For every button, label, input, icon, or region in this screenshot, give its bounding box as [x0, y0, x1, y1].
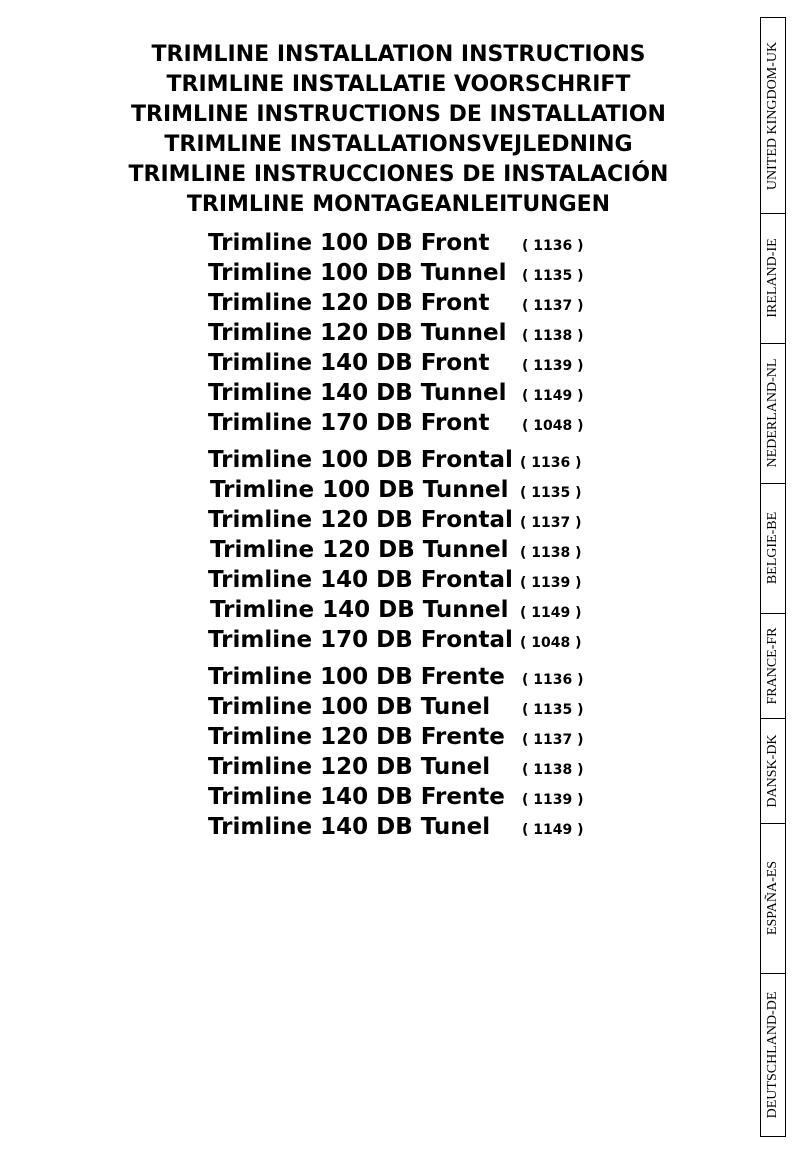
model-row [208, 812, 608, 842]
tab-divider [761, 343, 785, 344]
model-row [208, 228, 608, 258]
country-tab-label: FRANCE-FR [765, 626, 780, 705]
model-code: ( 1139 ) [522, 792, 584, 808]
model-row [208, 722, 608, 752]
model-row [208, 445, 608, 475]
model-name: Trimline 100 DB Tunnel [208, 260, 507, 286]
model-name: Trimline 120 DB Tunnel [208, 320, 507, 346]
model-row [208, 378, 608, 408]
title-line: TRIMLINE INSTRUCTIONS DE INSTALLATION [131, 102, 666, 127]
country-tab-label: DEUTSCHLAND-DE [765, 991, 780, 1118]
country-tab-label: IRELAND-IE [765, 238, 780, 318]
country-tab[interactable] [761, 718, 785, 823]
country-tab[interactable] [761, 483, 785, 613]
model-name: Trimline 100 DB Front [208, 230, 490, 256]
model-code: ( 1048 ) [522, 418, 584, 434]
country-tab-label: UNITED KINGDOM-UK [765, 41, 780, 190]
model-code: ( 1136 ) [522, 672, 584, 688]
model-name: Trimline 120 DB Tunnel [210, 537, 509, 563]
model-name: Trimline 170 DB Frontal [208, 627, 513, 653]
model-row [208, 565, 608, 595]
model-code: ( 1135 ) [520, 485, 582, 501]
model-code: ( 1137 ) [522, 298, 584, 314]
model-row [210, 535, 610, 565]
model-name: Trimline 140 DB Tunel [208, 814, 491, 840]
tab-divider [761, 483, 785, 484]
model-name: Trimline 100 DB Frente [208, 664, 505, 690]
model-code: ( 1149 ) [522, 822, 584, 838]
model-code: ( 1149 ) [522, 388, 584, 404]
model-row [208, 408, 608, 438]
country-tab[interactable] [761, 613, 785, 718]
model-code: ( 1136 ) [522, 238, 584, 254]
title-line: TRIMLINE INSTALLATIONSVEJLEDNING [164, 132, 633, 157]
model-row [208, 625, 608, 655]
model-row [208, 692, 608, 722]
country-tabs [760, 17, 786, 1137]
model-name: Trimline 120 DB Front [208, 290, 490, 316]
model-name: Trimline 140 DB Front [208, 350, 490, 376]
model-row [208, 752, 608, 782]
model-row [208, 258, 608, 288]
title-line: TRIMLINE MONTAGEANLEITUNGEN [186, 192, 611, 217]
model-name: Trimline 120 DB Tunel [208, 754, 491, 780]
model-code: ( 1149 ) [520, 605, 582, 621]
model-code: ( 1139 ) [522, 358, 584, 374]
country-tab[interactable] [761, 823, 785, 973]
country-tab[interactable] [761, 973, 785, 1136]
model-code: ( 1136 ) [520, 455, 582, 471]
tab-divider [761, 613, 785, 614]
model-name: Trimline 140 DB Tunnel [210, 597, 509, 623]
model-name: Trimline 100 DB Tunel [208, 694, 491, 720]
model-row [210, 475, 610, 505]
model-code: ( 1135 ) [522, 702, 584, 718]
model-name: Trimline 140 DB Frente [208, 784, 505, 810]
model-name: Trimline 140 DB Tunnel [208, 380, 507, 406]
title-line: TRIMLINE INSTALLATIE VOORSCHRIFT [166, 72, 631, 97]
model-row [208, 348, 608, 378]
model-code: ( 1139 ) [520, 575, 582, 591]
model-name: Trimline 120 DB Frontal [208, 507, 513, 533]
model-code: ( 1138 ) [522, 328, 584, 344]
country-tab-label: NEDERLAND-NL [765, 358, 780, 468]
country-tab-label: BELGIE-BE [765, 511, 780, 585]
model-code: ( 1138 ) [522, 762, 584, 778]
model-row [208, 288, 608, 318]
tab-divider [761, 823, 785, 824]
model-name: Trimline 100 DB Frontal [208, 447, 513, 473]
model-code: ( 1137 ) [522, 732, 584, 748]
title-line: TRIMLINE INSTALLATION INSTRUCTIONS [151, 42, 646, 67]
tab-divider [761, 718, 785, 719]
model-code: ( 1048 ) [520, 635, 582, 651]
model-code: ( 1137 ) [520, 515, 582, 531]
country-tab[interactable] [761, 343, 785, 483]
country-tab-label: DANSK-DK [765, 733, 780, 808]
model-code: ( 1138 ) [520, 545, 582, 561]
tab-divider [761, 973, 785, 974]
model-code: ( 1135 ) [522, 268, 584, 284]
title-line: TRIMLINE INSTRUCCIONES DE INSTALACIÓN [128, 162, 669, 187]
model-row [208, 782, 608, 812]
country-tab[interactable] [761, 18, 785, 213]
tab-divider [761, 213, 785, 214]
model-name: Trimline 140 DB Frontal [208, 567, 513, 593]
model-row [208, 662, 608, 692]
model-row [208, 505, 608, 535]
country-tab-label: ESPAÑA-ES [765, 860, 780, 936]
model-row [208, 318, 608, 348]
model-name: Trimline 100 DB Tunnel [210, 477, 509, 503]
model-name: Trimline 120 DB Frente [208, 724, 505, 750]
country-tab[interactable] [761, 213, 785, 343]
model-row [210, 595, 610, 625]
model-name: Trimline 170 DB Front [208, 410, 490, 436]
